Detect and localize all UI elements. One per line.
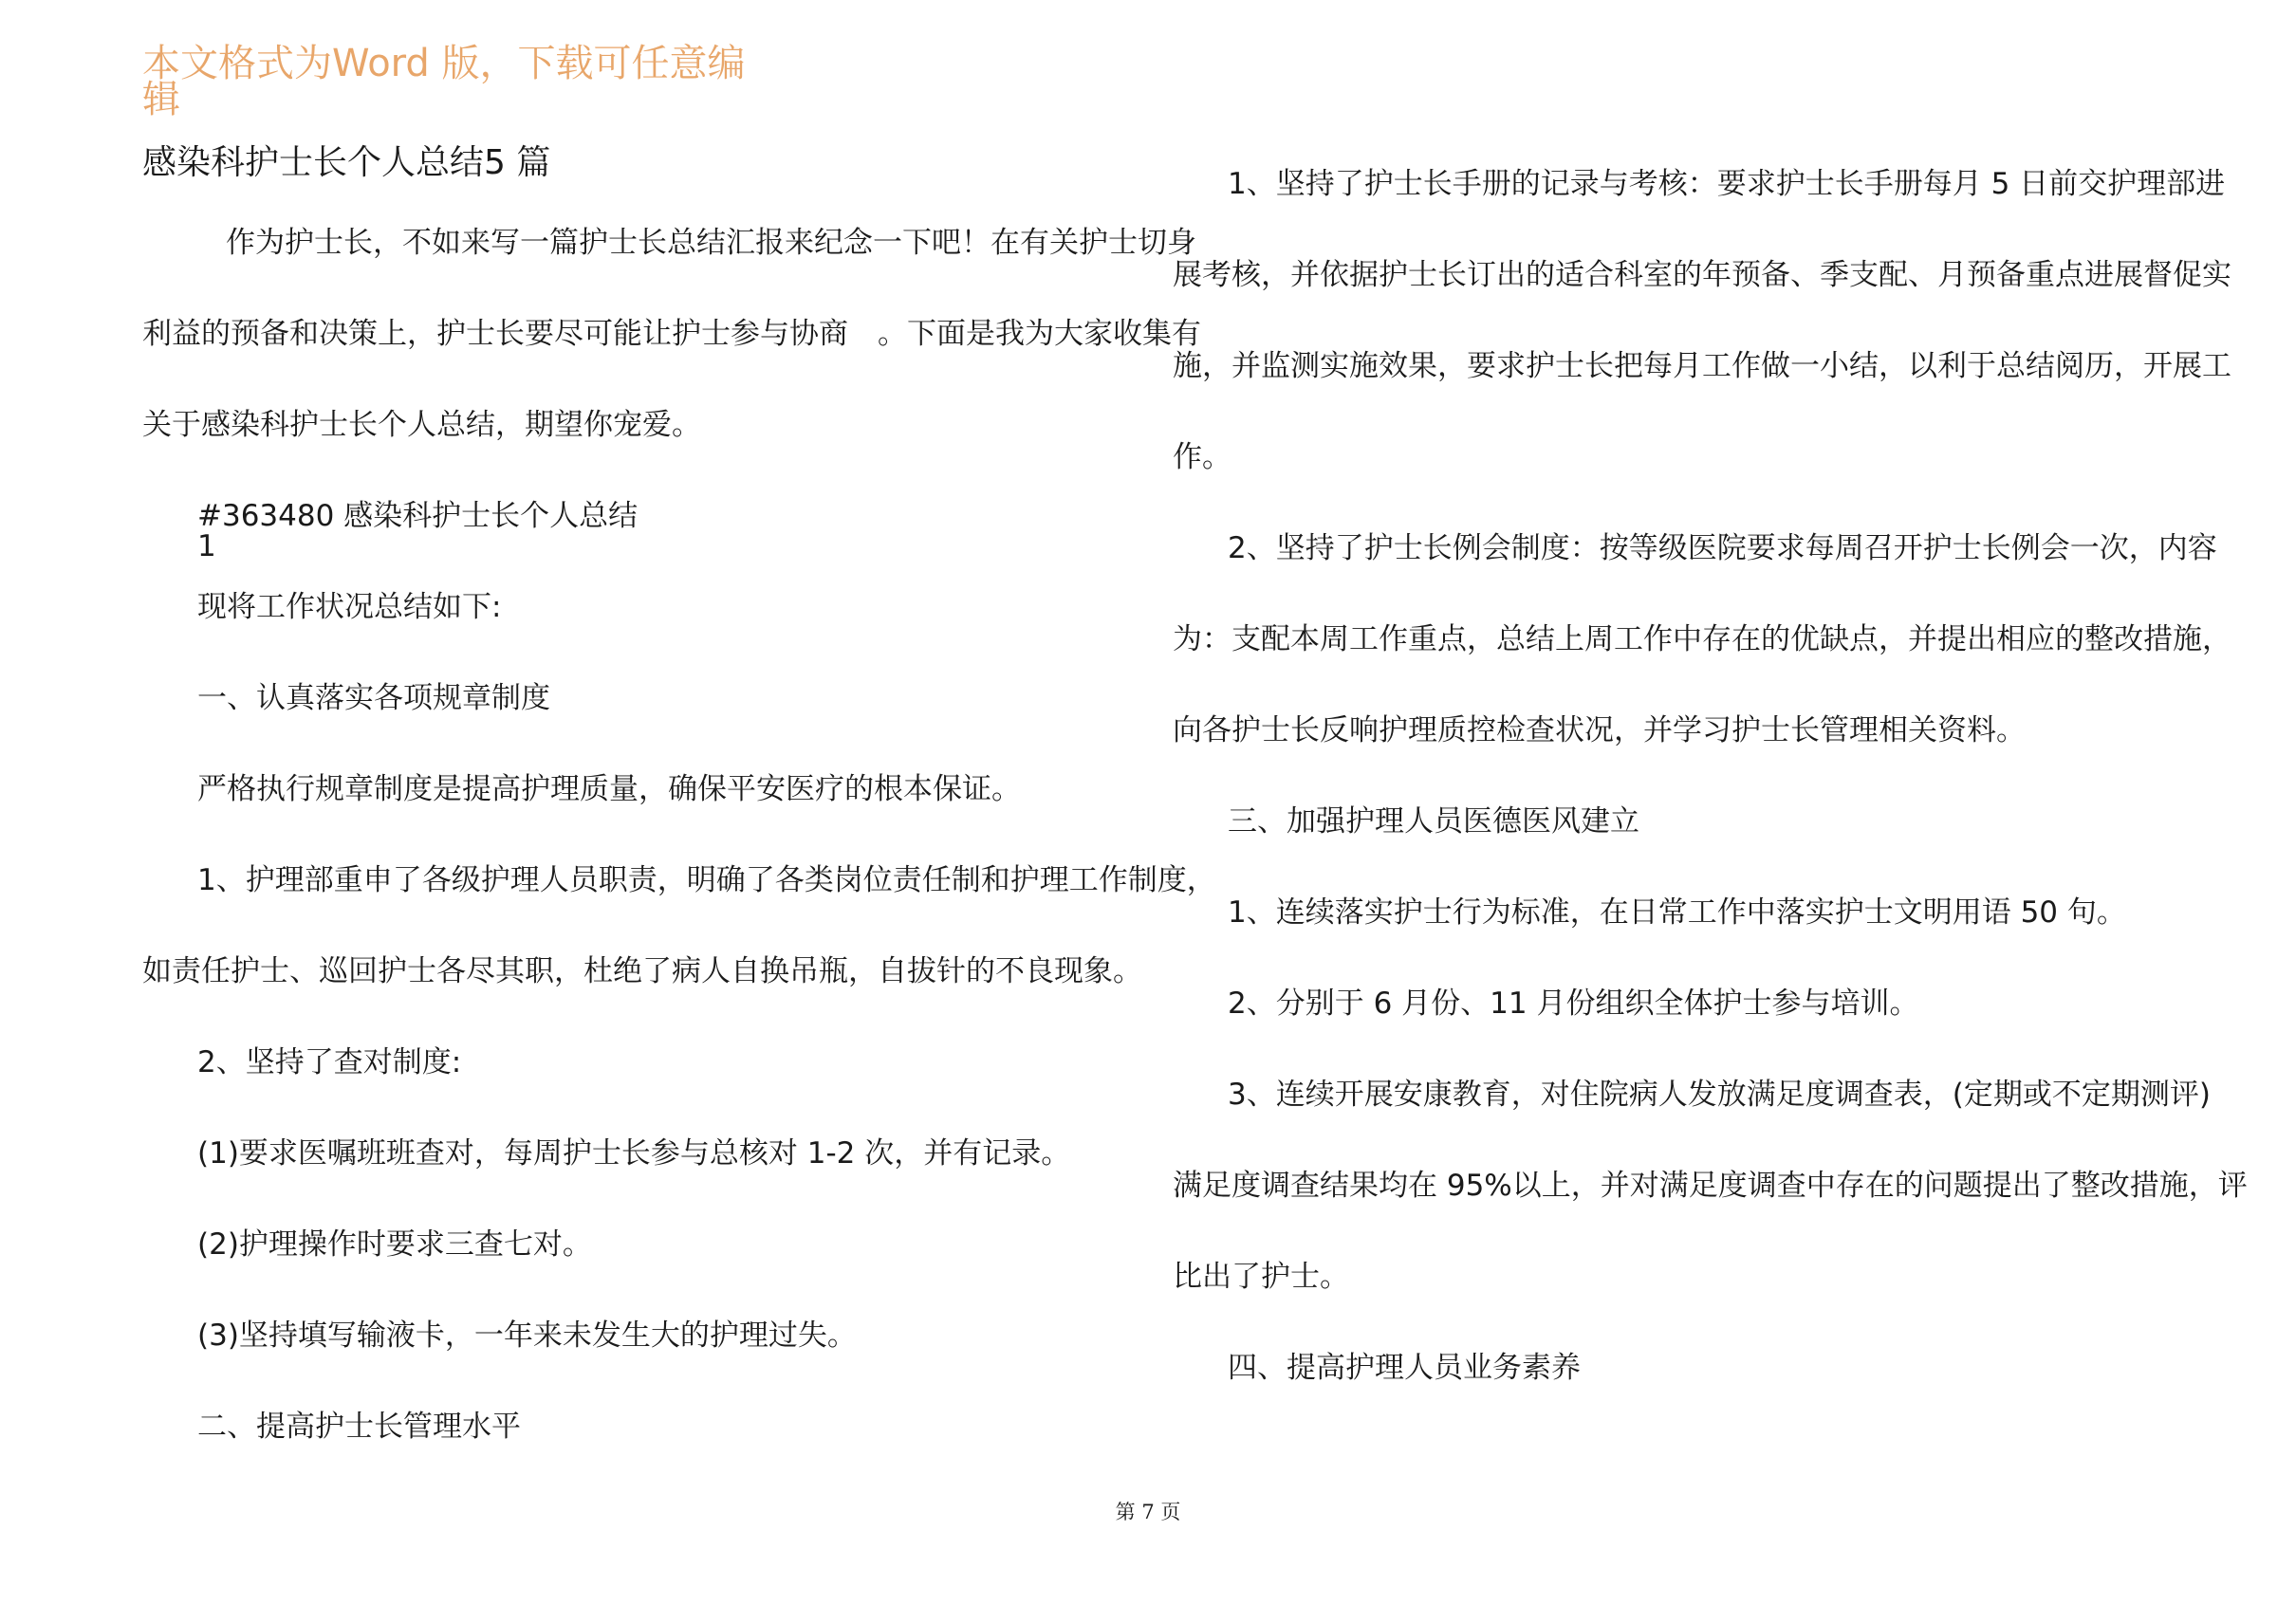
- paragraph-line: 关于感染科护士长个人总结，期望你宠爱。: [142, 408, 701, 442]
- section-heading: 一、认真落实各项规章制度: [197, 681, 550, 715]
- paragraph-line: 现将工作状况总结如下:: [197, 590, 502, 624]
- paragraph-line: 比出了护士。: [1173, 1260, 1349, 1294]
- paragraph-line: (3)坚持填写输液卡，一年来未发生大的护理过失。: [197, 1319, 857, 1353]
- watermark-line-1: 本文格式为Word 版，下载可任意编: [142, 42, 746, 85]
- document-title: 感染科护士长个人总结5 篇: [142, 143, 551, 182]
- watermark-notice: [142, 42, 806, 121]
- paragraph-line: 作。: [1173, 440, 1231, 474]
- paragraph-line: 为：支配本周工作重点，总结上周工作中存在的优缺点，并提出相应的整改措施，: [1173, 622, 2231, 656]
- paragraph-line: (2)护理操作时要求三查七对。: [197, 1227, 592, 1262]
- page-number: 第 7 页: [1115, 1501, 1181, 1523]
- paragraph-line: 1、连续落实护士行为标准，在日常工作中落实护士文明用语 50 句。: [1228, 895, 2126, 930]
- paragraph-line: 利益的预备和决策上，护士长要尽可能让护士参与协商 。下面是我为大家收集有: [142, 317, 1201, 351]
- paragraph-line: 1、护理部重申了各级护理人员职责，明确了各类岗位责任制和护理工作制度，: [197, 863, 1216, 897]
- paragraph-line: 向各护士长反响护理质控检查状况，并学习护士长管理相关资料。: [1173, 713, 2026, 747]
- paragraph-line: 2、坚持了护士长例会制度：按等级医院要求每周召开护士长例会一次，内容: [1228, 531, 2217, 565]
- paragraph-line: 1、坚持了护士长手册的记录与考核：要求护士长手册每月 5 日前交护理部进: [1228, 167, 2226, 201]
- section-heading: 四、提高护理人员业务素养: [1228, 1351, 1581, 1385]
- paragraph-line: 2、分别于 6 月份、11 月份组织全体护士参与培训。: [1228, 987, 1919, 1021]
- watermark-line-2: 辑: [142, 78, 180, 121]
- paragraph-line: 施，并监测实施效果，要求护士长把每月工作做一小结，以利于总结阅历，开展工: [1173, 349, 2231, 383]
- section-heading: 二、提高护士长管理水平: [197, 1410, 521, 1444]
- paragraph-line: 严格执行规章制度是提高护理质量，确保平安医疗的根本保证。: [197, 772, 1021, 806]
- section-heading-number: 1: [197, 529, 216, 563]
- paragraph-line: 作为护士长，不如来写一篇护士长总结汇报来纪念一下吧！在有关护士切身: [226, 226, 1196, 260]
- section-heading: #363480 感染科护士长个人总结: [197, 499, 639, 533]
- paragraph-line: 2、坚持了查对制度:: [197, 1045, 462, 1079]
- paragraph-line: 满足度调查结果均在 95%以上，并对满足度调查中存在的问题提出了整改措施，评: [1173, 1169, 2248, 1203]
- paragraph-line: 如责任护士、巡回护士各尽其职，杜绝了病人自换吊瓶，自拔针的不良现象。: [142, 954, 1142, 988]
- paragraph-line: (1)要求医嘱班班查对，每周护士长参与总核对 1-2 次，并有记录。: [197, 1136, 1071, 1171]
- section-heading: 三、加强护理人员医德医风建立: [1228, 804, 1639, 839]
- paragraph-line: 3、连续开展安康教育，对住院病人发放满足度调查表，(定期或不定期测评): [1228, 1078, 2211, 1112]
- paragraph-line: 展考核，并依据护士长订出的适合科室的年预备、季支配、月预备重点进展督促实: [1173, 258, 2231, 292]
